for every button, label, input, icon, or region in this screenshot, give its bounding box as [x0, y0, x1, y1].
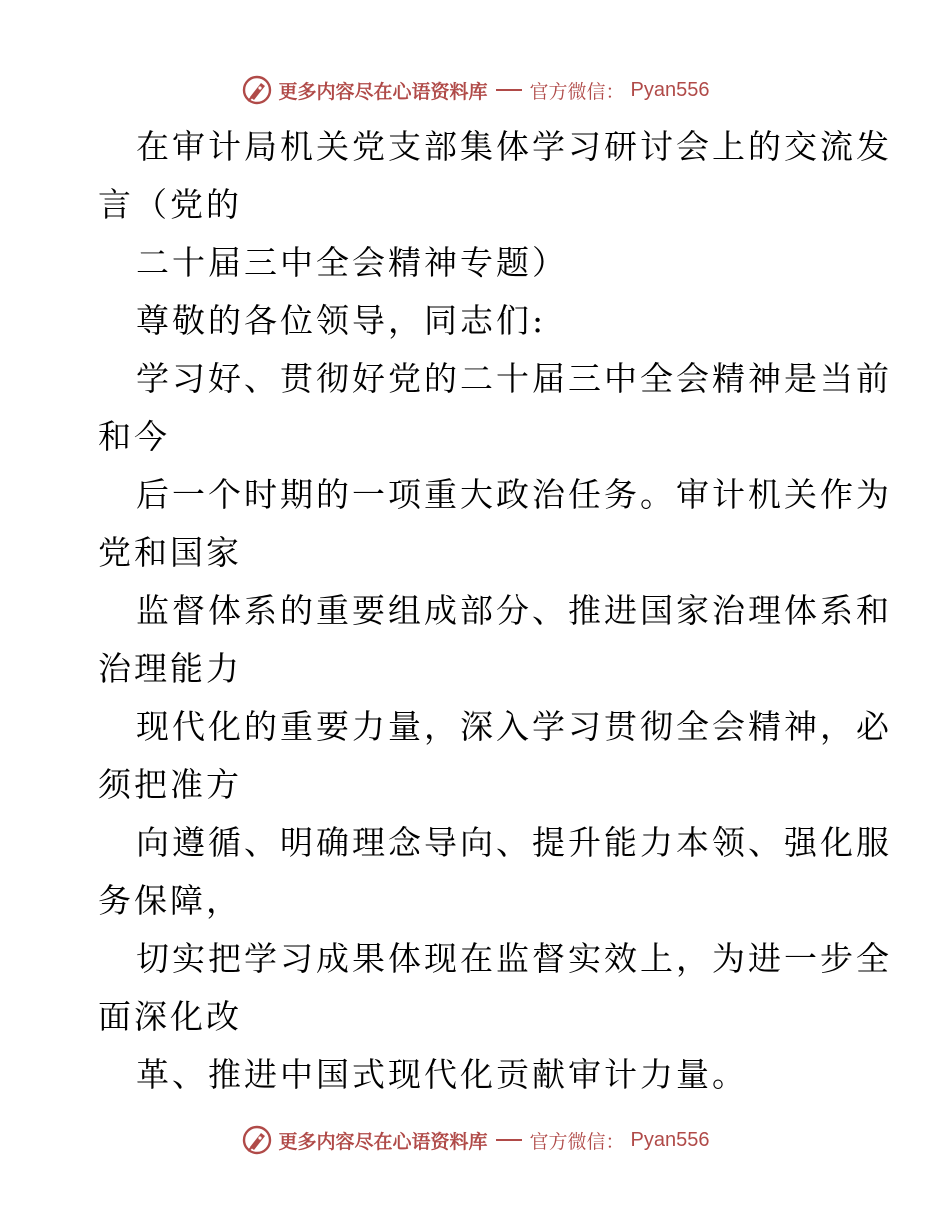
paragraph-line: 面深化改 [98, 997, 242, 1036]
paragraph-line: 和今 [98, 417, 170, 456]
watermark-brand-text: 更多内容尽在心语资料库 [278, 80, 488, 103]
title-line-2: 言（党的 [98, 185, 242, 224]
paragraph-line: 后一个时期的一项重大政治任务。审计机关作为 [136, 475, 892, 514]
watermark-wechat-id: Pyan556 [630, 1128, 710, 1151]
pen-nib-logo-icon [241, 1124, 273, 1156]
title-line-1: 在审计局机关党支部集体学习研讨会上的交流发 [136, 127, 892, 166]
paragraph-line: 切实把学习成果体现在监督实效上，为进一步全 [136, 939, 892, 978]
paragraph-line: 现代化的重要力量，深入学习贯彻全会精神，必 [136, 707, 892, 746]
paragraph-line: 党和国家 [98, 533, 242, 572]
watermark-dash [496, 89, 522, 91]
paragraph-line: 治理能力 [98, 649, 242, 688]
paragraph-line: 学习好、贯彻好党的二十届三中全会精神是当前 [136, 359, 892, 398]
watermark-label: 官方微信： [529, 80, 625, 103]
watermark-brand-text: 更多内容尽在心语资料库 [278, 1130, 488, 1153]
salutation-line: 尊敬的各位领导，同志们: [136, 301, 547, 340]
title-line-3: 二十届三中全会精神专题） [136, 243, 568, 282]
watermark-label: 官方微信： [529, 1130, 625, 1153]
paragraph-line: 革、推进中国式现代化贡献审计力量。 [136, 1055, 748, 1094]
watermark-dash [496, 1139, 522, 1141]
watermark-wechat-id: Pyan556 [630, 78, 710, 101]
paragraph-line: 须把准方 [98, 765, 242, 804]
footer-watermark [0, 1120, 950, 1160]
header-watermark [0, 70, 950, 110]
document-body [98, 118, 892, 1104]
paragraph-line: 务保障， [98, 881, 242, 920]
paragraph-line: 监督体系的重要组成部分、推进国家治理体系和 [136, 591, 892, 630]
pen-nib-logo-icon [241, 74, 273, 106]
paragraph-line: 向遵循、明确理念导向、提升能力本领、强化服 [136, 823, 892, 862]
